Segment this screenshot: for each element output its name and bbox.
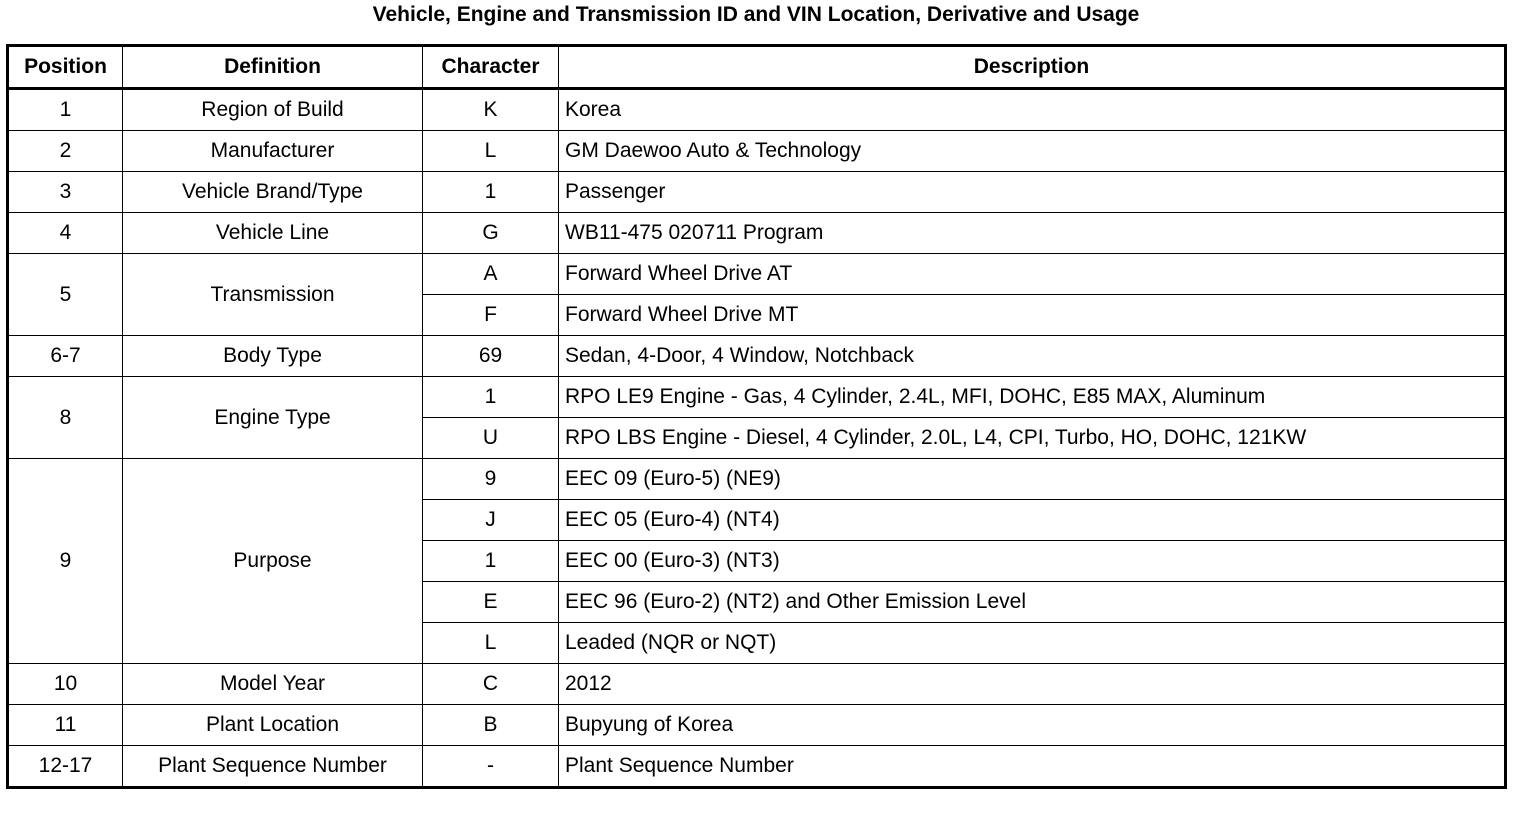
description-cell: WB11-475 020711 Program [559,213,1506,254]
description-cell: Bupyung of Korea [559,705,1506,746]
description-cell: EEC 09 (Euro-5) (NE9) [559,459,1506,500]
header-row [8,46,1506,89]
character-cell: G [423,213,559,254]
position-cell: 9 [8,459,123,664]
description-cell: 2012 [559,664,1506,705]
position-cell: 4 [8,213,123,254]
description-cell: Korea [559,89,1506,131]
position-cell: 5 [8,254,123,336]
character-cell: E [423,582,559,623]
table-header [8,46,1506,89]
table-row [8,172,1506,213]
description-cell: EEC 96 (Euro-2) (NT2) and Other Emission Level [559,582,1506,623]
table-row [8,254,1506,295]
description-cell: Forward Wheel Drive MT [559,295,1506,336]
definition-cell: Purpose [123,459,423,664]
header-character: Character [423,46,559,89]
header-description: Description [559,46,1506,89]
position-cell: 3 [8,172,123,213]
header-position: Position [8,46,123,89]
table-body [8,89,1506,788]
table-row [8,89,1506,131]
table-row [8,213,1506,254]
character-cell: B [423,705,559,746]
table-row [8,377,1506,418]
table-row [8,705,1506,746]
description-cell: GM Daewoo Auto & Technology [559,131,1506,172]
definition-cell: Model Year [123,664,423,705]
table-row [8,664,1506,705]
position-cell: 10 [8,664,123,705]
definition-cell: Transmission [123,254,423,336]
character-cell: 1 [423,541,559,582]
character-cell: L [423,131,559,172]
character-cell: F [423,295,559,336]
position-cell: 8 [8,377,123,459]
table-row [8,336,1506,377]
definition-cell: Manufacturer [123,131,423,172]
character-cell: L [423,623,559,664]
definition-cell: Plant Sequence Number [123,746,423,788]
position-cell: 6-7 [8,336,123,377]
character-cell: U [423,418,559,459]
description-cell: RPO LBS Engine - Diesel, 4 Cylinder, 2.0L, L4, CPI, Turbo, HO, DOHC, 121KW [559,418,1506,459]
description-cell: EEC 00 (Euro-3) (NT3) [559,541,1506,582]
description-cell: Passenger [559,172,1506,213]
character-cell: 9 [423,459,559,500]
character-cell: C [423,664,559,705]
position-cell: 2 [8,131,123,172]
description-cell: Forward Wheel Drive AT [559,254,1506,295]
definition-cell: Vehicle Brand/Type [123,172,423,213]
position-cell: 1 [8,89,123,131]
character-cell: 1 [423,172,559,213]
description-cell: RPO LE9 Engine - Gas, 4 Cylinder, 2.4L, MFI, DOHC, E85 MAX, Aluminum [559,377,1506,418]
table-row [8,131,1506,172]
definition-cell: Vehicle Line [123,213,423,254]
definition-cell: Engine Type [123,377,423,459]
page-title: Vehicle, Engine and Transmission ID and VIN Location, Derivative and Usage [372,3,1140,26]
description-cell: Plant Sequence Number [559,746,1506,788]
definition-cell: Body Type [123,336,423,377]
position-cell: 11 [8,705,123,746]
character-cell: 1 [423,377,559,418]
description-cell: Sedan, 4-Door, 4 Window, Notchback [559,336,1506,377]
description-cell: Leaded (NQR or NQT) [559,623,1506,664]
definition-cell: Plant Location [123,705,423,746]
definition-cell: Region of Build [123,89,423,131]
table-row [8,459,1506,500]
vin-table [6,44,1507,789]
character-cell: 69 [423,336,559,377]
position-cell: 12-17 [8,746,123,788]
character-cell: - [423,746,559,788]
description-cell: EEC 05 (Euro-4) (NT4) [559,500,1506,541]
header-definition: Definition [123,46,423,89]
table-row [8,746,1506,788]
character-cell: A [423,254,559,295]
character-cell: J [423,500,559,541]
character-cell: K [423,89,559,131]
